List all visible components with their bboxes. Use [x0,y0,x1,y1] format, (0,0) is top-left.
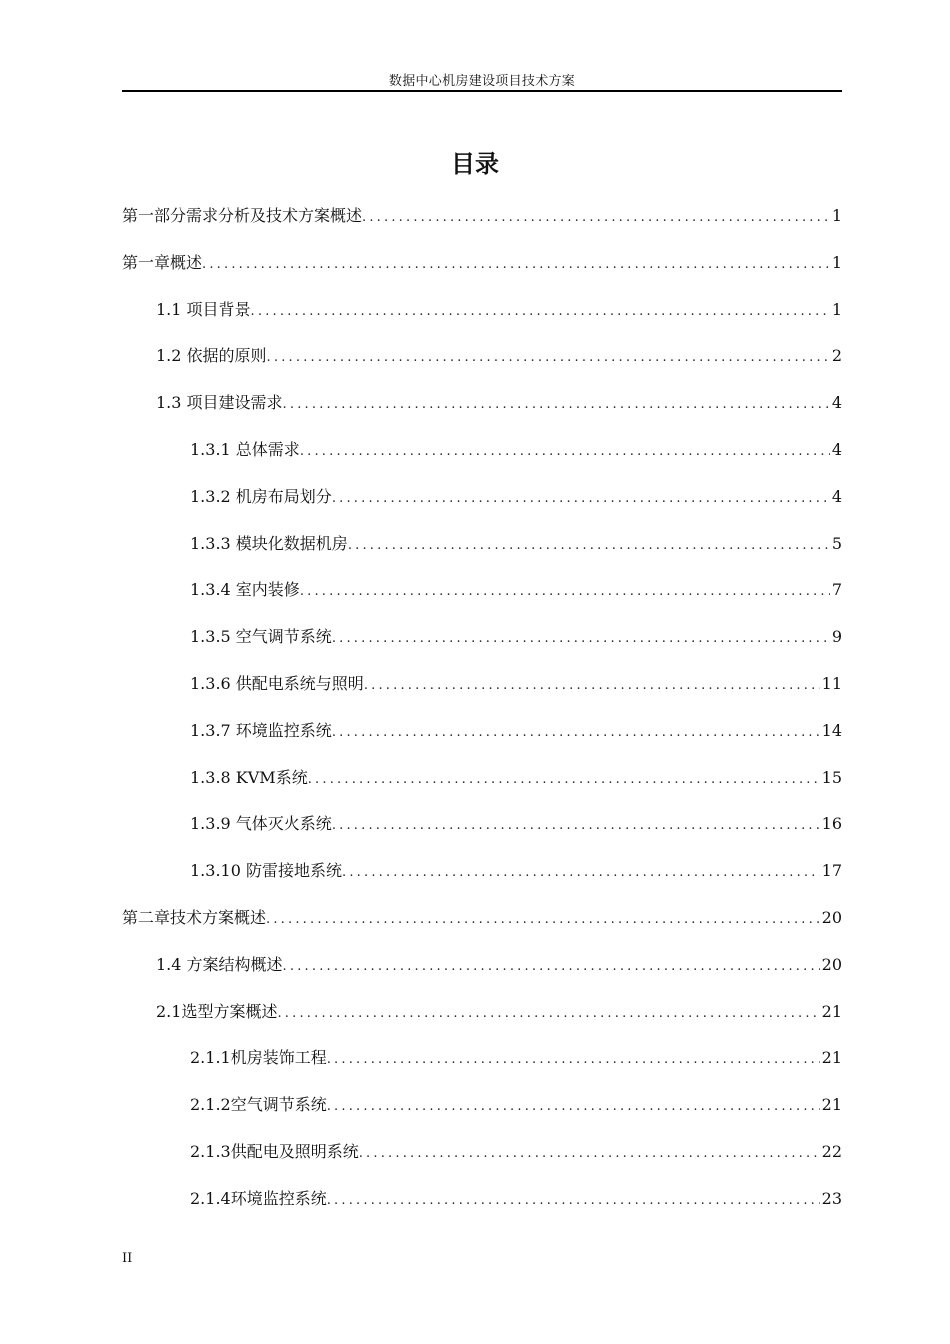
toc-entry[interactable] [122,855,842,887]
toc-entry-title: 2.1.4环境监控系统 [190,1188,327,1208]
toc-entry[interactable] [122,387,842,419]
toc-dot-leader [266,904,820,936]
toc-entry-title: 第一章概述 [122,252,203,272]
toc-dot-leader [202,249,830,281]
toc-dot-leader [332,483,830,515]
toc-entry[interactable] [122,481,842,513]
toc-dot-leader [332,623,830,655]
toc-entry-page: 4 [831,393,842,413]
toc-dot-leader [364,670,820,702]
toc-entry-page: 16 [821,814,842,834]
toc-dot-leader [300,436,830,468]
toc-dot-leader [283,951,820,983]
toc-dot-leader [327,1091,820,1123]
toc-dot-leader [348,530,830,562]
toc-entry-title: 第二章技术方案概述 [122,908,267,927]
toc-entry[interactable] [122,949,842,981]
toc-entry[interactable] [122,294,842,326]
toc-entry[interactable] [122,996,842,1028]
toc-entry-title: 1.3.6 供配电系统与照明 [190,674,364,693]
toc-entry-title: 1.3.5 空气调节系统 [190,627,332,647]
toc-entry-page: 21 [821,1048,842,1068]
toc-dot-leader [359,1138,820,1170]
toc-entry-title: 2.1.3供配电及照明系统 [190,1142,359,1161]
toc-entry-title: 第一部分需求分析及技术方案概述 [122,206,363,225]
toc-dot-leader [251,296,830,328]
toc-entry-page: 1 [831,299,842,319]
toc-entry-page: 15 [821,767,842,787]
toc-entry-title: 1.3 项目建设需求 [156,393,283,413]
toc-dot-leader [332,717,820,749]
toc-entry-title: 2.1选型方案概述 [156,1001,278,1021]
toc-entry-page: 22 [821,1142,842,1161]
page-header [122,70,842,92]
toc-entry-page: 21 [821,1001,842,1021]
toc-entry[interactable] [122,1136,842,1168]
toc-entry-page: 14 [821,720,842,740]
toc-entry-page: 11 [821,674,842,693]
toc-entry[interactable] [122,528,842,560]
toc-entry-page: 23 [821,1188,842,1208]
toc-entry-title: 1.1 项目背景 [156,299,251,319]
toc-entry[interactable] [122,808,842,840]
toc-entry[interactable] [122,762,842,794]
toc-entry-page: 4 [831,440,842,459]
toc-entry-title: 1.3.9 气体灭火系统 [190,814,332,834]
toc-entry-page: 7 [831,580,842,600]
toc-entry-title: 1.3.7 环境监控系统 [190,720,332,740]
toc-entry-page: 5 [831,533,842,553]
toc-entry[interactable] [122,247,842,279]
toc-entry-title: 1.3.4 室内装修 [190,580,300,600]
toc-dot-leader [327,1185,820,1217]
toc-entry-page: 2 [831,346,842,366]
toc-entry-title: 1.3.2 机房布局划分 [190,486,332,506]
toc-entry[interactable] [122,621,842,653]
toc-entry-title: 1.3.8 KVM系统 [190,767,308,787]
toc-entry-title: 2.1.2空气调节系统 [190,1095,327,1115]
toc-dot-leader [362,202,830,234]
toc-entry[interactable] [122,1183,842,1215]
toc-entry-page: 21 [821,1095,842,1115]
toc-entry-title: 1.3.1 总体需求 [190,440,300,459]
toc-entry-page: 20 [821,908,842,927]
toc-entry-page: 4 [831,486,842,506]
toc-dot-leader [300,576,830,608]
toc-entry[interactable] [122,902,842,934]
toc-dot-leader [342,857,820,889]
toc-entry[interactable] [122,1042,842,1074]
toc-dot-leader [277,998,819,1030]
toc-entry-page: 1 [831,206,842,225]
toc-entry[interactable] [122,574,842,606]
toc-entry-title: 2.1.1机房装饰工程 [190,1048,327,1068]
toc-entry-title: 1.2 依据的原则 [156,346,267,366]
toc-entry[interactable] [122,434,842,466]
toc-entry[interactable] [122,668,842,700]
toc-entry[interactable] [122,715,842,747]
toc-entry[interactable] [122,1089,842,1121]
toc-entry-page: 20 [821,954,842,974]
toc-entry-page: 9 [831,627,842,647]
toc-entry-title: 1.3.10 防雷接地系统 [190,861,342,881]
toc-dot-leader [283,389,830,421]
toc-dot-leader [267,342,830,374]
toc-entry-page: 17 [821,861,842,881]
toc-entry[interactable] [122,340,842,372]
toc-entry-page: 1 [831,252,842,272]
toc-entry-title: 1.4 方案结构概述 [156,954,283,974]
toc-entry[interactable] [122,200,842,232]
page-number: II [122,1251,133,1266]
toc-dot-leader [327,1044,820,1076]
toc-entry-title: 1.3.3 模块化数据机房 [190,533,348,553]
header-title: 数据中心机房建设项目技术方案 [388,74,576,89]
toc-title: 目录 [451,150,499,178]
toc-dot-leader [308,764,820,796]
toc-dot-leader [332,810,820,842]
